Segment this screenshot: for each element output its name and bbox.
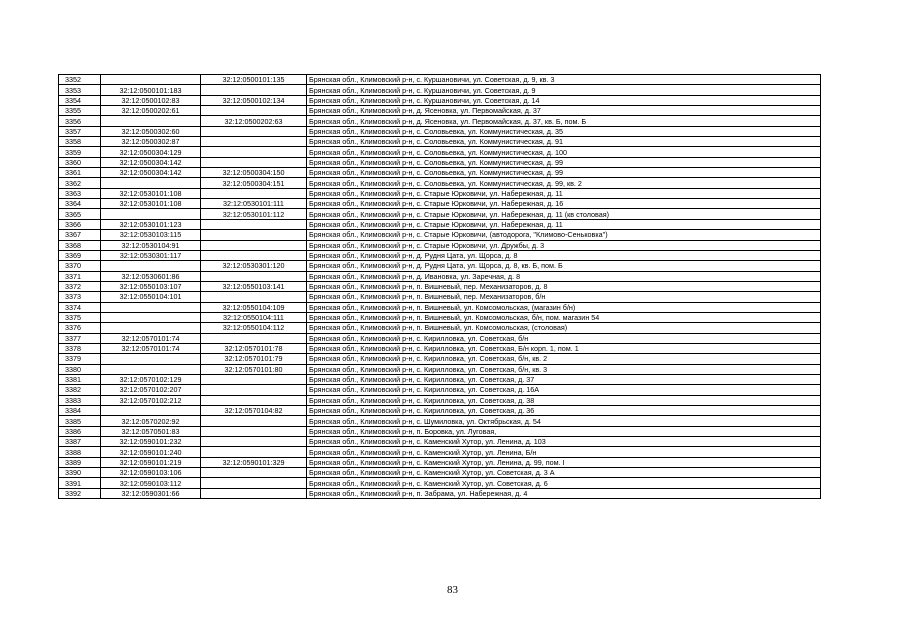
row-number-cell: 3352	[59, 75, 101, 85]
table-row	[59, 178, 821, 188]
table-row	[59, 292, 821, 302]
object-cadastral-number-cell	[201, 488, 307, 498]
address-cell: Брянская обл., Климовский р-н, с. Куршановичи, ул. Советская, д. 9	[307, 85, 821, 95]
table-row	[59, 230, 821, 240]
page-number: 83	[447, 584, 458, 596]
object-cadastral-number-cell	[201, 219, 307, 229]
land-cadastral-number-cell	[101, 178, 201, 188]
row-number-cell: 3387	[59, 437, 101, 447]
land-cadastral-number-cell: 32:12:0530101:108	[101, 199, 201, 209]
object-cadastral-number-cell	[201, 468, 307, 478]
table-row	[59, 188, 821, 198]
land-cadastral-number-cell: 32:12:0500304:129	[101, 147, 201, 157]
land-cadastral-number-cell: 32:12:0550104:101	[101, 292, 201, 302]
table-row	[59, 406, 821, 416]
land-cadastral-number-cell: 32:12:0590101:232	[101, 437, 201, 447]
object-cadastral-number-cell: 32:12:0530101:111	[201, 199, 307, 209]
address-cell: Брянская обл., Климовский р-н, п. Вишневый, пер. Механизаторов, б/н	[307, 292, 821, 302]
land-cadastral-number-cell	[101, 406, 201, 416]
table-row	[59, 395, 821, 405]
table-row	[59, 354, 821, 364]
row-number-cell: 3354	[59, 95, 101, 105]
land-cadastral-number-cell	[101, 261, 201, 271]
row-number-cell: 3357	[59, 126, 101, 136]
row-number-cell: 3360	[59, 157, 101, 167]
table-row	[59, 106, 821, 116]
row-number-cell: 3372	[59, 281, 101, 291]
table-row	[59, 488, 821, 498]
land-cadastral-number-cell: 32:12:0570202:92	[101, 416, 201, 426]
table-row	[59, 199, 821, 209]
object-cadastral-number-cell	[201, 271, 307, 281]
object-cadastral-number-cell: 32:12:0500202:63	[201, 116, 307, 126]
object-cadastral-number-cell	[201, 250, 307, 260]
address-cell: Брянская обл., Климовский р-н, с. Старые Юрковичи, (автодорога, "Климово-Сеньковка")	[307, 230, 821, 240]
address-cell: Брянская обл., Климовский р-н, д. Рудня Цата, ул. Щорса, д. 8, кв. Б, пом. Б	[307, 261, 821, 271]
row-number-cell: 3365	[59, 209, 101, 219]
object-cadastral-number-cell	[201, 188, 307, 198]
address-cell: Брянская обл., Климовский р-н, п. Забрама, ул. Набережная, д. 4	[307, 488, 821, 498]
object-cadastral-number-cell	[201, 230, 307, 240]
object-cadastral-number-cell	[201, 240, 307, 250]
object-cadastral-number-cell: 32:12:0550104:111	[201, 312, 307, 322]
table-row	[59, 271, 821, 281]
land-cadastral-number-cell: 32:12:0590101:240	[101, 447, 201, 457]
land-cadastral-number-cell: 32:12:0500302:60	[101, 126, 201, 136]
address-cell: Брянская обл., Климовский р-н, с. Кирилловка, ул. Советская, б/н, кв. 3	[307, 364, 821, 374]
table-row	[59, 416, 821, 426]
row-number-cell: 3377	[59, 333, 101, 343]
table-row	[59, 333, 821, 343]
table-row	[59, 250, 821, 260]
object-cadastral-number-cell	[201, 157, 307, 167]
row-number-cell: 3392	[59, 488, 101, 498]
object-cadastral-number-cell: 32:12:0570101:78	[201, 343, 307, 353]
object-cadastral-number-cell: 32:12:0500304:151	[201, 178, 307, 188]
object-cadastral-number-cell	[201, 395, 307, 405]
object-cadastral-number-cell	[201, 416, 307, 426]
row-number-cell: 3378	[59, 343, 101, 353]
table-row	[59, 85, 821, 95]
land-cadastral-number-cell: 32:12:0530104:91	[101, 240, 201, 250]
address-cell: Брянская обл., Климовский р-н, с. Кирилловка, ул. Советская, б/н	[307, 333, 821, 343]
address-cell: Брянская обл., Климовский р-н, д. Ивановка, ул. Заречная, д. 8	[307, 271, 821, 281]
table-row	[59, 437, 821, 447]
row-number-cell: 3386	[59, 426, 101, 436]
land-cadastral-number-cell: 32:12:0500101:183	[101, 85, 201, 95]
table-row	[59, 240, 821, 250]
row-number-cell: 3374	[59, 302, 101, 312]
object-cadastral-number-cell	[201, 137, 307, 147]
land-cadastral-number-cell: 32:12:0530601:86	[101, 271, 201, 281]
row-number-cell: 3382	[59, 385, 101, 395]
address-cell: Брянская обл., Климовский р-н, с. Каменский Хутор, ул. Ленина, д. 103	[307, 437, 821, 447]
table-row	[59, 457, 821, 467]
land-cadastral-number-cell: 32:12:0530101:123	[101, 219, 201, 229]
table-row	[59, 209, 821, 219]
object-cadastral-number-cell	[201, 437, 307, 447]
object-cadastral-number-cell: 32:12:0590101:329	[201, 457, 307, 467]
row-number-cell: 3379	[59, 354, 101, 364]
address-cell: Брянская обл., Климовский р-н, д. Ясеновка, ул. Первомайская, д. 37	[307, 106, 821, 116]
address-cell: Брянская обл., Климовский р-н, п. Вишневый, ул. Комсомольская, (столовая)	[307, 323, 821, 333]
table-row	[59, 374, 821, 384]
land-cadastral-number-cell: 32:12:0530103:115	[101, 230, 201, 240]
address-cell: Брянская обл., Климовский р-н, с. Соловьевка, ул. Коммунистическая, д. 99	[307, 168, 821, 178]
land-cadastral-number-cell	[101, 323, 201, 333]
land-cadastral-number-cell: 32:12:0590103:106	[101, 468, 201, 478]
address-cell: Брянская обл., Климовский р-н, п. Вишневый, ул. Комсомольская, (магазин б/н)	[307, 302, 821, 312]
address-cell: Брянская обл., Климовский р-н, с. Соловьевка, ул. Коммунистическая, д. 99, кв. 2	[307, 178, 821, 188]
object-cadastral-number-cell: 32:12:0500304:150	[201, 168, 307, 178]
object-cadastral-number-cell	[201, 333, 307, 343]
table-row	[59, 302, 821, 312]
object-cadastral-number-cell: 32:12:0570104:82	[201, 406, 307, 416]
address-cell: Брянская обл., Климовский р-н, с. Старые Юрковичи, ул. Набережная, д. 16	[307, 199, 821, 209]
address-cell: Брянская обл., Климовский р-н, с. Соловьевка, ул. Коммунистическая, д. 91	[307, 137, 821, 147]
row-number-cell: 3391	[59, 478, 101, 488]
row-number-cell: 3358	[59, 137, 101, 147]
address-cell: Брянская обл., Климовский р-н, с. Соловьевка, ул. Коммунистическая, д. 35	[307, 126, 821, 136]
table-row	[59, 426, 821, 436]
address-cell: Брянская обл., Климовский р-н, с. Каменский Хутор, ул. Ленина, д. 99, пом. I	[307, 457, 821, 467]
object-cadastral-number-cell	[201, 85, 307, 95]
table-row	[59, 468, 821, 478]
object-cadastral-number-cell	[201, 478, 307, 488]
land-cadastral-number-cell	[101, 209, 201, 219]
land-cadastral-number-cell: 32:12:0500304:142	[101, 168, 201, 178]
object-cadastral-number-cell: 32:12:0550104:112	[201, 323, 307, 333]
row-number-cell: 3366	[59, 219, 101, 229]
row-number-cell: 3362	[59, 178, 101, 188]
table-row	[59, 281, 821, 291]
row-number-cell: 3369	[59, 250, 101, 260]
row-number-cell: 3367	[59, 230, 101, 240]
land-cadastral-number-cell: 32:12:0500102:83	[101, 95, 201, 105]
registry-table-body	[59, 75, 821, 499]
object-cadastral-number-cell	[201, 126, 307, 136]
address-cell: Брянская обл., Климовский р-н, с. Кирилловка, ул. Советская, д. 16А	[307, 385, 821, 395]
row-number-cell: 3384	[59, 406, 101, 416]
row-number-cell: 3370	[59, 261, 101, 271]
address-cell: Брянская обл., Климовский р-н, с. Каменский Хутор, ул. Советская, д. 6	[307, 478, 821, 488]
address-cell: Брянская обл., Климовский р-н, с. Соловьевка, ул. Коммунистическая, д. 99	[307, 157, 821, 167]
address-cell: Брянская обл., Климовский р-н, п. Вишневый, пер. Механизаторов, д. 8	[307, 281, 821, 291]
object-cadastral-number-cell	[201, 106, 307, 116]
row-number-cell: 3389	[59, 457, 101, 467]
object-cadastral-number-cell: 32:12:0570101:80	[201, 364, 307, 374]
row-number-cell: 3375	[59, 312, 101, 322]
land-cadastral-number-cell: 32:12:0530101:108	[101, 188, 201, 198]
land-cadastral-number-cell	[101, 116, 201, 126]
object-cadastral-number-cell: 32:12:0550104:109	[201, 302, 307, 312]
table-row	[59, 137, 821, 147]
object-cadastral-number-cell	[201, 292, 307, 302]
table-row	[59, 478, 821, 488]
object-cadastral-number-cell: 32:12:0530101:112	[201, 209, 307, 219]
table-row	[59, 95, 821, 105]
land-cadastral-number-cell: 32:12:0570101:74	[101, 333, 201, 343]
table-row	[59, 385, 821, 395]
table-row	[59, 157, 821, 167]
row-number-cell: 3356	[59, 116, 101, 126]
land-cadastral-number-cell	[101, 75, 201, 85]
object-cadastral-number-cell	[201, 374, 307, 384]
address-cell: Брянская обл., Климовский р-н, с. Кирилловка, ул. Советская, б/н, кв. 2	[307, 354, 821, 364]
registry-table	[58, 74, 821, 499]
row-number-cell: 3385	[59, 416, 101, 426]
object-cadastral-number-cell	[201, 385, 307, 395]
land-cadastral-number-cell: 32:12:0570102:207	[101, 385, 201, 395]
row-number-cell: 3380	[59, 364, 101, 374]
land-cadastral-number-cell	[101, 302, 201, 312]
row-number-cell: 3355	[59, 106, 101, 116]
object-cadastral-number-cell	[201, 426, 307, 436]
table-row	[59, 447, 821, 457]
object-cadastral-number-cell: 32:12:0500101:135	[201, 75, 307, 85]
address-cell: Брянская обл., Климовский р-н, с. Старые Юрковичи, ул. Набережная, д. 11	[307, 219, 821, 229]
table-row	[59, 168, 821, 178]
table-row	[59, 126, 821, 136]
address-cell: Брянская обл., Климовский р-н, с. Соловьевка, ул. Коммунистическая, д. 100	[307, 147, 821, 157]
table-row	[59, 147, 821, 157]
row-number-cell: 3390	[59, 468, 101, 478]
land-cadastral-number-cell: 32:12:0500302:87	[101, 137, 201, 147]
object-cadastral-number-cell: 32:12:0550103:141	[201, 281, 307, 291]
land-cadastral-number-cell: 32:12:0550103:107	[101, 281, 201, 291]
row-number-cell: 3359	[59, 147, 101, 157]
address-cell: Брянская обл., Климовский р-н, п. Боровка, ул. Луговая,	[307, 426, 821, 436]
address-cell: Брянская обл., Климовский р-н, с. Шумиловка, ул. Октябрьская, д. 54	[307, 416, 821, 426]
land-cadastral-number-cell: 32:12:0590301:66	[101, 488, 201, 498]
land-cadastral-number-cell: 32:12:0590103:112	[101, 478, 201, 488]
address-cell: Брянская обл., Климовский р-н, с. Кирилловка, ул. Советская, Б/н корп. 1, пом. 1	[307, 343, 821, 353]
row-number-cell: 3383	[59, 395, 101, 405]
land-cadastral-number-cell	[101, 312, 201, 322]
object-cadastral-number-cell: 32:12:0570101:79	[201, 354, 307, 364]
row-number-cell: 3373	[59, 292, 101, 302]
address-cell: Брянская обл., Климовский р-н, с. Кирилловка, ул. Советская, д. 37	[307, 374, 821, 384]
row-number-cell: 3363	[59, 188, 101, 198]
land-cadastral-number-cell: 32:12:0500304:142	[101, 157, 201, 167]
land-cadastral-number-cell: 32:12:0570101:74	[101, 343, 201, 353]
land-cadastral-number-cell: 32:12:0590101:219	[101, 457, 201, 467]
land-cadastral-number-cell: 32:12:0500202:61	[101, 106, 201, 116]
object-cadastral-number-cell: 32:12:0500102:134	[201, 95, 307, 105]
row-number-cell: 3353	[59, 85, 101, 95]
address-cell: Брянская обл., Климовский р-н, п. Вишневый, ул. Комсомольская, б/н, пом. магазин 54	[307, 312, 821, 322]
object-cadastral-number-cell	[201, 447, 307, 457]
land-cadastral-number-cell: 32:12:0570102:212	[101, 395, 201, 405]
object-cadastral-number-cell	[201, 147, 307, 157]
row-number-cell: 3388	[59, 447, 101, 457]
land-cadastral-number-cell: 32:12:0570501:83	[101, 426, 201, 436]
address-cell: Брянская обл., Климовский р-н, с. Куршановичи, ул. Советская, д. 9, кв. 3	[307, 75, 821, 85]
land-cadastral-number-cell: 32:12:0530301:117	[101, 250, 201, 260]
row-number-cell: 3371	[59, 271, 101, 281]
address-cell: Брянская обл., Климовский р-н, с. Кирилловка, ул. Советская, д. 38	[307, 395, 821, 405]
land-cadastral-number-cell	[101, 354, 201, 364]
address-cell: Брянская обл., Климовский р-н, с. Старые Юрковичи, ул. Набережная, д. 11	[307, 188, 821, 198]
address-cell: Брянская обл., Климовский р-н, с. Кирилловка, ул. Советская, д. 36	[307, 406, 821, 416]
address-cell: Брянская обл., Климовский р-н, д. Ясеновка, ул. Первомайская, д. 37, кв. Б, пом. Б	[307, 116, 821, 126]
table-row	[59, 219, 821, 229]
row-number-cell: 3376	[59, 323, 101, 333]
address-cell: Брянская обл., Климовский р-н, с. Каменский Хутор, ул. Советская, д. 3 А	[307, 468, 821, 478]
address-cell: Брянская обл., Климовский р-н, с. Старые Юрковичи, ул. Набережная, д. 11 (кв столовая)	[307, 209, 821, 219]
table-row	[59, 261, 821, 271]
row-number-cell: 3364	[59, 199, 101, 209]
address-cell: Брянская обл., Климовский р-н, с. Куршановичи, ул. Советская, д. 14	[307, 95, 821, 105]
table-row	[59, 343, 821, 353]
row-number-cell: 3381	[59, 374, 101, 384]
table-row	[59, 323, 821, 333]
table-row	[59, 116, 821, 126]
object-cadastral-number-cell: 32:12:0530301:120	[201, 261, 307, 271]
table-row	[59, 75, 821, 85]
address-cell: Брянская обл., Климовский р-н, д. Рудня Цата, ул. Щорса, д. 8	[307, 250, 821, 260]
address-cell: Брянская обл., Климовский р-н, с. Старые Юрковичи, ул. Дружбы, д. 3	[307, 240, 821, 250]
land-cadastral-number-cell	[101, 364, 201, 374]
row-number-cell: 3361	[59, 168, 101, 178]
row-number-cell: 3368	[59, 240, 101, 250]
address-cell: Брянская обл., Климовский р-н, с. Каменский Хутор, ул. Ленина, Б/н	[307, 447, 821, 457]
table-row	[59, 312, 821, 322]
land-cadastral-number-cell: 32:12:0570102:129	[101, 374, 201, 384]
table-row	[59, 364, 821, 374]
